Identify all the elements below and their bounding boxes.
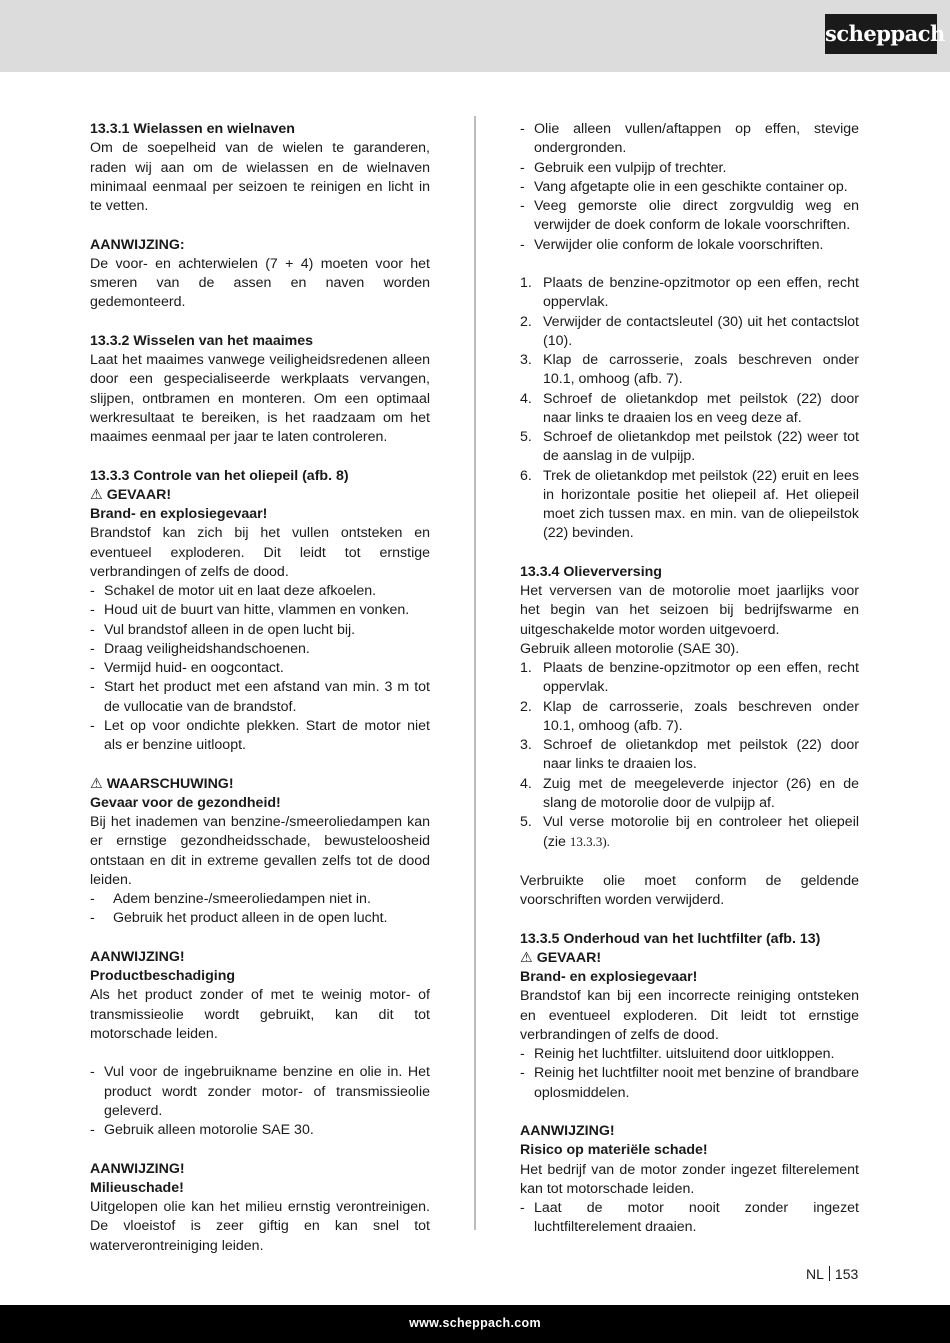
warning-list bbox=[90, 890, 430, 929]
oil-check-steps bbox=[520, 274, 859, 544]
note-list bbox=[90, 1063, 430, 1140]
list-item: - Vul brandstof alleen in de open lucht bij. bbox=[90, 621, 356, 638]
oil-handling-list bbox=[520, 120, 859, 255]
numbered-step: 5. Vul verse motorolie bij en controleer het oliepeil (zie 13.3.3). bbox=[520, 814, 859, 851]
danger-label: GEVAAR! bbox=[536, 949, 602, 966]
section-title: 13.3.4 Olieverversing bbox=[520, 563, 662, 580]
paragraph: Gebruik alleen motorolie (SAE 30). bbox=[520, 640, 740, 657]
website-url: www.scheppach.com bbox=[409, 1316, 541, 1330]
note-title: AANWIJZING! bbox=[520, 1123, 615, 1139]
note-title: AANWIJZING! bbox=[90, 948, 185, 965]
paragraph: Om de soepelheid van de wielen te garanderen, raden wij aan om de wielassen en de wielnaven minimaal eenmaal per seizoen te reinigen en licht in te vetten. bbox=[90, 140, 430, 214]
oil-change-steps bbox=[520, 659, 859, 853]
section-title: 13.3.5 Onderhoud van het luchtfilter (afb. 13) bbox=[520, 930, 821, 947]
list-item: - Gebruik een vulpijp of trechter. bbox=[520, 159, 727, 176]
list-item: - Veeg gemorste olie direct zorgvuldig weg en verwijder de doek conform de lokale voorschriften. bbox=[520, 198, 859, 234]
paragraph: Als het product zonder of met te weinig motor- of transmissieolie wordt gebruikt, kan dit tot motorschade leiden. bbox=[90, 987, 430, 1042]
section-reference: 13.3.3). bbox=[569, 834, 610, 850]
danger-heading bbox=[520, 949, 859, 968]
paragraph: De voor- en achterwielen (7 + 4) moeten voor het smeren van de assen en naven worden gedemonteerd. bbox=[90, 255, 430, 311]
list-item: - Reinig het luchtfilter. uitsluitend door uitkloppen. bbox=[520, 1046, 835, 1062]
section-title: 13.3.3 Controle van het oliepeil (afb. 8) bbox=[90, 467, 349, 484]
list-item: - Start het product met een afstand van min. 3 m tot de vullocatie van de brandstof. bbox=[90, 679, 430, 715]
paragraph: Brandstof kan zich bij het vullen ontsteken en eventueel exploderen. Dit leidt tot ernstige verbrandingen of zelfs de dood. bbox=[90, 525, 430, 580]
page-number-value: 153 bbox=[834, 1266, 859, 1282]
list-item: - Schakel de motor uit en laat deze afkoelen. bbox=[90, 583, 377, 599]
danger-list bbox=[520, 1045, 859, 1103]
list-item: - Verwijder olie conform de lokale voorschriften. bbox=[520, 236, 824, 253]
numbered-step: 1. Plaats de benzine-opzitmotor op een effen, recht oppervlak. bbox=[520, 660, 859, 696]
list-item: - Vang afgetapte olie in een geschikte container op. bbox=[520, 178, 848, 195]
list-item: - Draag veiligheidshandschoenen. bbox=[90, 640, 310, 657]
warning-triangle-icon: ⚠ bbox=[90, 486, 103, 503]
warning-subtitle: Gevaar voor de gezondheid! bbox=[90, 794, 281, 811]
section-title: 13.3.1 Wielassen en wielnaven bbox=[90, 121, 295, 137]
list-item: - Reinig het luchtfilter nooit met benzine of brandbare oplosmiddelen. bbox=[520, 1065, 859, 1101]
brand-logo: scheppach bbox=[825, 14, 937, 54]
numbered-step: 5. Schroef de olietankdop met peilstok (22) weer tot de aanslag in de vulpijp. bbox=[520, 429, 859, 465]
paragraph: Brandstof kan bij een incorrecte reiniging ontsteken en eventueel exploderen. Dit leidt tot ernstige verbrandingen of zelfs de dood. bbox=[520, 988, 859, 1043]
paragraph: Het bedrijf van de motor zonder ingezet filterelement kan tot motorschade leiden. bbox=[520, 1161, 859, 1197]
danger-subtitle: Brand- en explosiegevaar! bbox=[90, 506, 268, 522]
numbered-step: 4. Zuig met de meegeleverde injector (26) en de slang de motorolie door de vulpijp af. bbox=[520, 775, 859, 811]
note-subtitle: Risico op materiële schade! bbox=[520, 1142, 708, 1159]
paragraph: Uitgelopen olie kan het milieu ernstig verontreinigen. De vloeistof is zeer giftig en kan snel tot waterverontreiniging leiden. bbox=[90, 1199, 430, 1254]
page-footer bbox=[0, 1305, 950, 1343]
note-title: AANWIJZING! bbox=[90, 1160, 185, 1177]
list-item: - Vul voor de ingebruikname benzine en olie in. Het product wordt zonder motor- of transmissieolie geleverd. bbox=[90, 1064, 430, 1119]
paragraph: Het verversen van de motorolie moet jaarlijks voor het begin van het seizoen bij bedrijfswarme en uitgeschakelde motor worden uitgevoerd. bbox=[520, 583, 859, 638]
list-item: - Houd uit de buurt van hitte, vlammen en vonken. bbox=[90, 602, 410, 619]
list-item: - Let op voor ondichte plekken. Start de motor niet als er benzine uitloopt. bbox=[90, 717, 430, 753]
paragraph: Laat het maaimes vanwege veiligheidsredenen alleen door een gespecialiseerde werkplaats vervangen, slijpen, ontbramen en monteren. Om een optimaal werkresultaat te bereiken, is het raadzaam om het maaimes eenmaal per jaar te laten controleren. bbox=[90, 352, 430, 445]
numbered-step: 2. Klap de carrosserie, zoals beschreven onder 10.1, omhoog (afb. 7). bbox=[520, 698, 859, 734]
warning-heading bbox=[90, 775, 430, 794]
list-item: - Adem benzine-/smeeroliedampen niet in. bbox=[90, 891, 371, 907]
danger-subtitle: Brand- en explosiegevaar! bbox=[520, 969, 698, 985]
right-column bbox=[520, 120, 859, 1238]
list-item: - Olie alleen vullen/aftappen op effen, stevige ondergronden. bbox=[520, 121, 859, 157]
list-item: - Gebruik het product alleen in de open lucht. bbox=[90, 910, 388, 927]
note-title: AANWIJZING: bbox=[90, 236, 185, 253]
list-item: - Gebruik alleen motorolie SAE 30. bbox=[90, 1122, 314, 1138]
column-divider bbox=[474, 116, 476, 1230]
danger-heading bbox=[90, 486, 430, 505]
numbered-step: 2. Verwijder de contactsleutel (30) uit het contactslot (10). bbox=[520, 313, 859, 349]
numbered-step: 6. Trek de olietankdop met peilstok (22) eruit en lees in horizontale positie het oliepeil af. Het oliepeil moet zich tussen max. en min. van de oliepeilstok (22) bevinden. bbox=[520, 467, 859, 542]
danger-list bbox=[90, 582, 430, 755]
warning-label: WAARSCHUWING! bbox=[106, 775, 234, 792]
page-number bbox=[806, 1265, 858, 1283]
section-title: 13.3.2 Wisselen van het maaimes bbox=[90, 332, 314, 349]
numbered-step: 1. Plaats de benzine-opzitmotor op een effen, recht oppervlak. bbox=[520, 275, 859, 311]
numbered-step: 4. Schroef de olietankdop met peilstok (22) door naar links te draaien los en veeg deze af. bbox=[520, 390, 859, 426]
language-code: NL bbox=[806, 1266, 824, 1282]
warning-triangle-icon: ⚠ bbox=[90, 775, 103, 792]
note-subtitle: Milieuschade! bbox=[90, 1179, 184, 1196]
paragraph: Verbruikte olie moet conform de geldende voorschriften worden verwijderd. bbox=[520, 872, 859, 908]
left-column bbox=[90, 120, 430, 1256]
page-header bbox=[0, 0, 950, 72]
numbered-step: 3. Klap de carrosserie, zoals beschreven onder 10.1, omhoog (afb. 7). bbox=[520, 352, 859, 388]
note-list bbox=[520, 1199, 859, 1238]
numbered-step: 3. Schroef de olietankdop met peilstok (22) door naar links te draaien los. bbox=[520, 737, 859, 773]
list-item: - Vermijd huid- en oogcontact. bbox=[90, 660, 284, 676]
list-item: - Laat de motor nooit zonder ingezet luchtfilterelement draaien. bbox=[520, 1200, 859, 1236]
paragraph: Bij het inademen van benzine-/smeeroliedampen kan er ernstige gezondheidsschade, bewusteloosheid ontstaan en dit in extreme gevallen zelfs tot de dood leiden. bbox=[90, 814, 430, 888]
note-subtitle: Productbeschadiging bbox=[90, 968, 236, 984]
warning-triangle-icon: ⚠ bbox=[520, 949, 533, 966]
danger-label: GEVAAR! bbox=[106, 486, 172, 503]
